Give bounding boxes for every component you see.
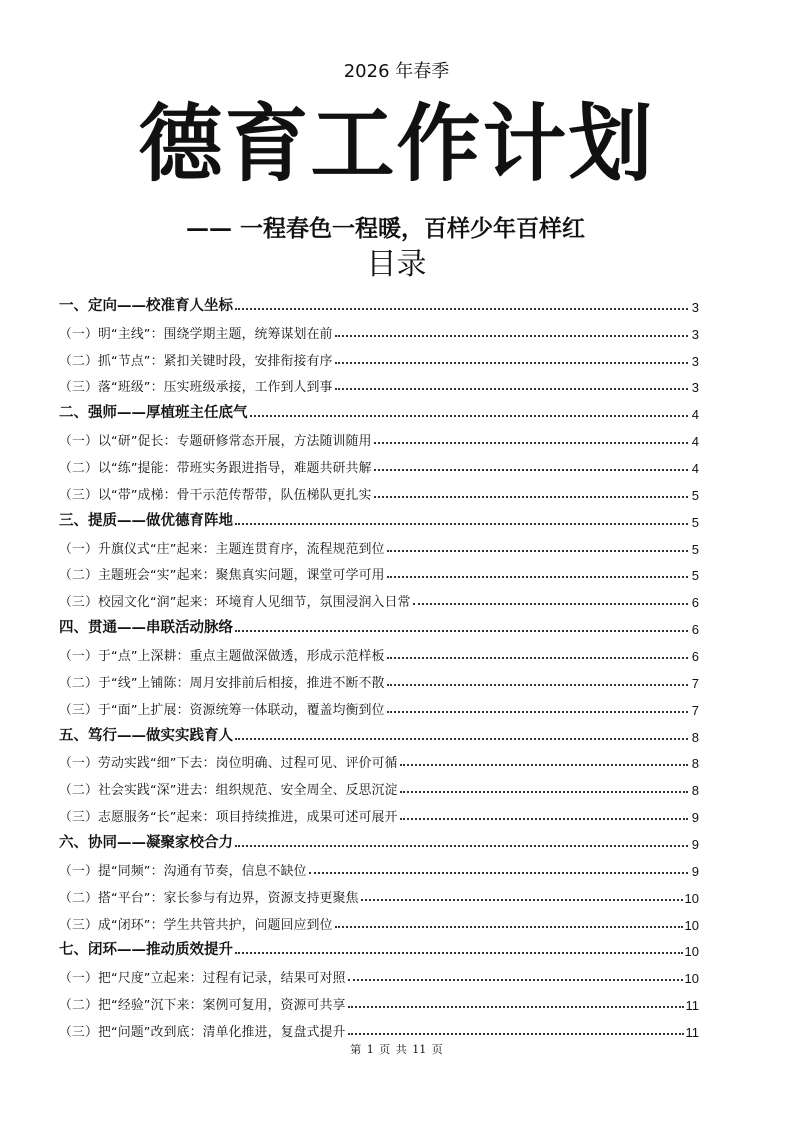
toc-section-entry[interactable]	[59, 721, 699, 748]
toc-page-number: 8	[691, 783, 699, 799]
dot-leader	[335, 926, 683, 928]
toc-entry-label: （一）把“尺度”立起来：过程有记录，结果可对照	[59, 971, 346, 987]
toc-subsection-entry[interactable]	[59, 667, 699, 694]
dot-leader	[387, 711, 688, 713]
toc-entry-label: （二）把“经验”沉下来：案例可复用，资源可共享	[59, 998, 346, 1014]
dot-leader	[235, 952, 683, 954]
toc-subsection-entry[interactable]	[59, 640, 699, 667]
toc-page-number: 10	[684, 890, 699, 906]
toc-entry-label: （三）落“班级”：压实班级承接，工作到人到事	[59, 380, 333, 396]
toc-entry-label: （三）以“带”成梯：骨干示范传帮带，队伍梯队更扎实	[59, 487, 372, 503]
toc-page-number: 6	[691, 595, 699, 611]
toc-entry-label: （三）把“问题”改到底：清单化推进，复盘式提升	[59, 1025, 346, 1041]
toc-entry-label: （三）校园文化“润”起来：环境育人见细节，氛围浸润入日常	[59, 595, 411, 611]
dot-leader	[387, 684, 688, 686]
toc-entry-label: （二）社会实践“深”进去：组织规范、安全周全、反思沉淀	[59, 783, 398, 799]
toc-page-number: 5	[691, 514, 699, 530]
toc-page-number: 3	[691, 353, 699, 369]
dot-leader	[235, 308, 688, 310]
dot-leader	[235, 845, 688, 847]
dot-leader	[413, 603, 688, 605]
toc-entry-label: 五、笃行——做实实践育人	[59, 726, 233, 744]
toc-section-entry[interactable]	[59, 828, 699, 855]
toc-subsection-entry[interactable]	[59, 855, 699, 882]
toc-entry-label: 四、贯通——串联活动脉络	[59, 619, 233, 637]
toc-entry-label: （二）搭“平台”：家长参与有边界，资源支持更聚焦	[59, 890, 359, 906]
toc-page-number: 5	[691, 541, 699, 557]
toc-page-number: 4	[691, 434, 699, 450]
toc-entry-label: （三）成“闭环”：学生共管共护，问题回应到位	[59, 917, 333, 933]
toc-page-number: 3	[691, 299, 699, 315]
dot-leader	[348, 979, 683, 981]
toc-subsection-entry[interactable]	[59, 882, 699, 909]
toc-subsection-entry[interactable]	[59, 533, 699, 560]
toc-page-number: 8	[691, 756, 699, 772]
toc-entry-label: （一）于“点”上深耕：重点主题做深做透，形成示范样板	[59, 649, 385, 665]
toc-subsection-entry[interactable]	[59, 586, 699, 613]
dot-leader	[235, 523, 688, 525]
toc-entry-label: 二、强师——厚植班主任底气	[59, 404, 248, 422]
toc-page-number: 11	[685, 998, 699, 1014]
dot-leader	[309, 872, 688, 874]
toc-section-entry[interactable]	[59, 613, 699, 640]
dot-leader	[348, 1033, 684, 1035]
toc-entry-label: 一、定向——校准育人坐标	[59, 296, 233, 314]
dot-leader	[335, 335, 688, 337]
toc-section-entry[interactable]	[59, 291, 699, 318]
toc-page-number: 7	[691, 675, 699, 691]
toc-page-number: 6	[691, 622, 699, 638]
toc-page-number: 9	[691, 863, 699, 879]
dot-leader	[361, 899, 683, 901]
toc-entry-label: （一）升旗仪式“庄”起来：主题连贯育序，流程规范到位	[59, 541, 385, 557]
toc-page-number: 10	[684, 917, 699, 933]
dot-leader	[374, 442, 688, 444]
toc-subsection-entry[interactable]	[59, 909, 699, 936]
toc-subsection-entry[interactable]	[59, 452, 699, 479]
dot-leader	[374, 496, 688, 498]
toc-section-entry[interactable]	[59, 936, 699, 963]
toc-page-number: 4	[691, 407, 699, 423]
toc-subsection-entry[interactable]	[59, 694, 699, 721]
toc-entry-label: （一）提“同频”：沟通有节奏，信息不缺位	[59, 863, 307, 879]
toc-entry-label: （一）以“研”促长：专题研修常态开展，方法随训随用	[59, 434, 372, 450]
toc-page-number: 11	[685, 1025, 699, 1041]
toc-page-number: 6	[691, 649, 699, 665]
dot-leader	[387, 576, 688, 578]
toc-subsection-entry[interactable]	[59, 962, 699, 989]
toc-subsection-entry[interactable]	[59, 372, 699, 399]
page-footer: 第 1 页 共 11 页	[350, 1043, 443, 1056]
toc-entry-label: （三）志愿服务“长”起来：项目持续推进，成果可述可展开	[59, 810, 398, 826]
dot-leader	[335, 388, 688, 390]
dot-leader	[235, 738, 688, 740]
dot-leader	[335, 362, 688, 364]
toc-page-number: 10	[684, 944, 699, 960]
toc-subsection-entry[interactable]	[59, 425, 699, 452]
toc-page-number: 3	[691, 380, 699, 396]
toc-page-number: 8	[691, 729, 699, 745]
dot-leader	[400, 791, 688, 793]
dot-leader	[374, 469, 688, 471]
toc-section-entry[interactable]	[59, 398, 699, 425]
toc-subsection-entry[interactable]	[59, 479, 699, 506]
dot-leader	[348, 1006, 684, 1008]
season-label: 2026 年春季	[343, 61, 450, 82]
dot-leader	[387, 657, 688, 659]
toc-subsection-entry[interactable]	[59, 1016, 699, 1043]
toc-section-entry[interactable]	[59, 506, 699, 533]
toc-entry-label: （二）以“练”提能：带班实务跟进指导，难题共研共解	[59, 461, 372, 477]
toc-subsection-entry[interactable]	[59, 318, 699, 345]
dot-leader	[235, 630, 688, 632]
document-subtitle: —— 一程春色一程暖，百样少年百样红	[186, 215, 586, 242]
toc-entry-label: （三）于“面”上扩展：资源统筹一体联动，覆盖均衡到位	[59, 702, 385, 718]
dot-leader	[400, 818, 688, 820]
toc-entry-label: 七、闭环——推动质效提升	[59, 941, 233, 959]
toc-page-number: 9	[691, 810, 699, 826]
toc-page-number: 5	[691, 568, 699, 584]
toc-subsection-entry[interactable]	[59, 560, 699, 587]
toc-entry-label: （二）于“线”上铺陈：周月安排前后相接，推进不断不散	[59, 675, 385, 691]
toc-subsection-entry[interactable]	[59, 989, 699, 1016]
toc-page-number: 4	[691, 461, 699, 477]
toc-page-number: 3	[691, 326, 699, 342]
dot-leader	[400, 764, 688, 766]
toc-page-number: 9	[691, 837, 699, 853]
toc-entry-label: （一）劳动实践“细”下去：岗位明确、过程可见、评价可循	[59, 756, 398, 772]
toc-subsection-entry[interactable]	[59, 774, 699, 801]
toc-entry-label: 三、提质——做优德育阵地	[59, 511, 233, 529]
toc-heading: 目录	[366, 247, 427, 282]
toc-entry-label: 六、协同——凝聚家校合力	[59, 834, 233, 852]
dot-leader	[250, 415, 689, 417]
toc-subsection-entry[interactable]	[59, 345, 699, 372]
toc-page-number: 5	[691, 487, 699, 503]
toc-entry-label: （一）明“主线”：围绕学期主题，统筹谋划在前	[59, 326, 333, 342]
toc-page-number: 10	[684, 971, 699, 987]
toc-subsection-entry[interactable]	[59, 748, 699, 775]
toc-entry-label: （二）主题班会“实”起来：聚焦真实问题，课堂可学可用	[59, 568, 385, 584]
table-of-contents	[59, 291, 699, 1043]
toc-entry-label: （二）抓“节点”：紧扣关键时段，安排衔接有序	[59, 353, 333, 369]
toc-page-number: 7	[691, 702, 699, 718]
document-title: 德育工作计划	[138, 94, 655, 193]
toc-subsection-entry[interactable]	[59, 801, 699, 828]
dot-leader	[387, 550, 688, 552]
